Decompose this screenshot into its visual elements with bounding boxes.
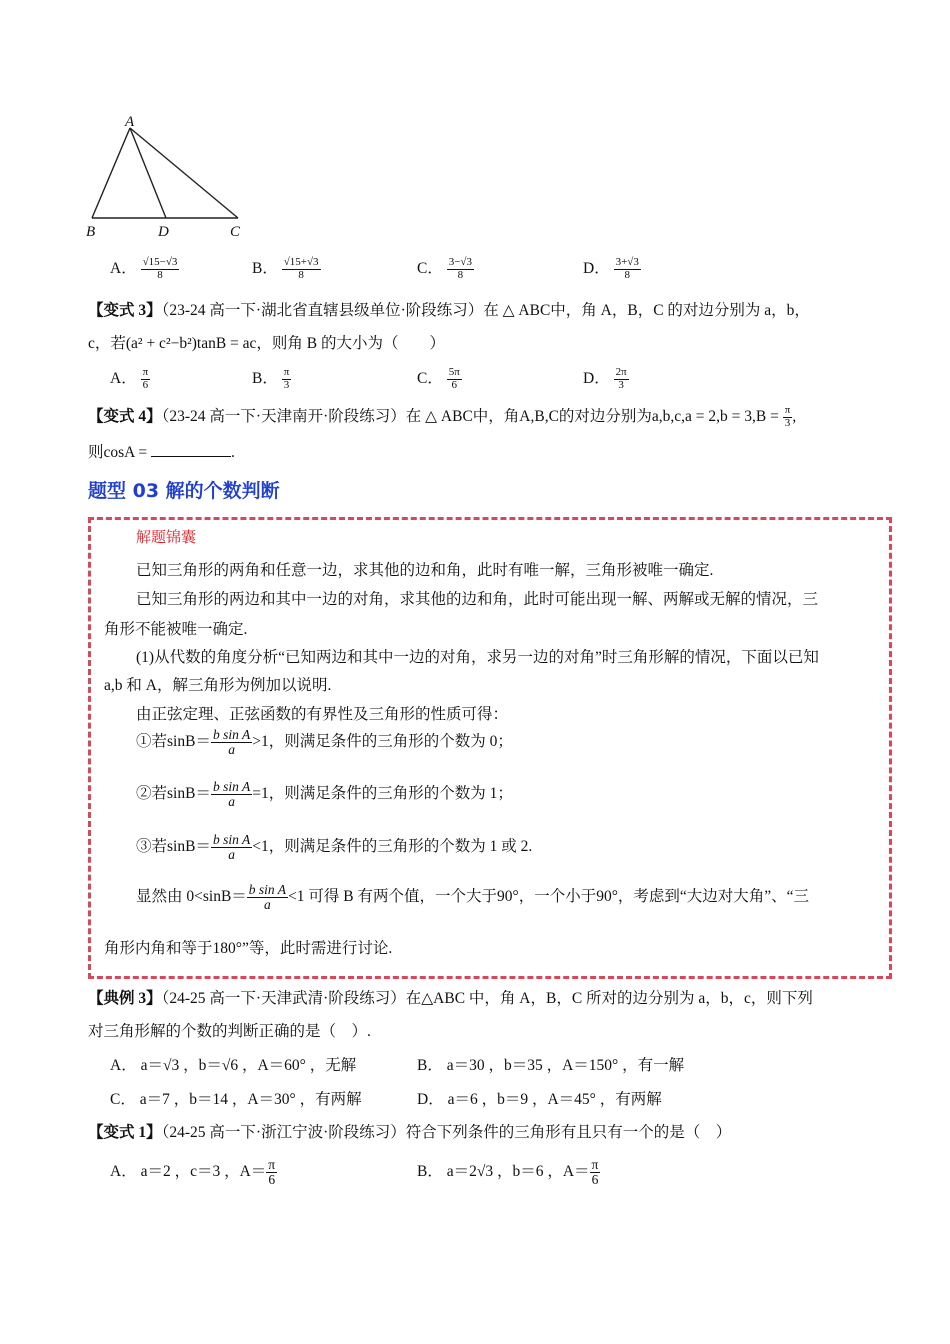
tips-p2b: 角形不能被唯一确定. bbox=[104, 621, 248, 638]
vertex-b-label: B bbox=[86, 224, 96, 240]
example3-option-d[interactable]: D． a＝6 ，b＝9 ，A＝45° ，有两解 bbox=[417, 1091, 662, 1108]
variant1-label: 【变式 1】 bbox=[88, 1124, 162, 1141]
example3-option-b[interactable]: B． a＝30 ，b＝35 ，A＝150° ，有一解 bbox=[417, 1057, 685, 1074]
tips-p3a: (1)从代数的角度分析“已知两边和其中一边的对角，求另一边的对角”时三角形解的情况，下面以已知 bbox=[136, 649, 819, 666]
tips-case2: ②若sinB＝ $\frac{\text{b sin A}}{a}$ =1，则满足条件的三角形的个数为 1； bbox=[136, 779, 513, 810]
tips-case3: ③若sinB＝ $\frac{\text{b sin A}}{a}$ <1，则满足条件的三角形的个数为 1 或 2. bbox=[136, 832, 533, 863]
prev-option-d[interactable]: D． $\frac{3+√3}{8}$ bbox=[583, 256, 639, 281]
variant3-option-c[interactable]: C． $\frac{5\pi}{6}$ bbox=[417, 366, 460, 391]
variant4-line2: 则cosA = . bbox=[88, 444, 235, 461]
tips-p2a: 已知三角形的两边和其中一边的对角，求其他的边和角，此时可能出现一解、两解或无解的情况，三 bbox=[136, 591, 819, 608]
variant1-option-b[interactable]: B． a＝2√3 ，b＝6 ，A＝ $\frac{\pi}{6}$ bbox=[417, 1157, 599, 1188]
example3-label: 【典例 3】 bbox=[88, 990, 162, 1007]
variant3-line2: c，若(a² + c²−b²)tanB = ac，则角 B 的大小为（ ） bbox=[88, 335, 446, 352]
variant1-option-a[interactable]: A． a＝2 ，c＝3 ，A＝ $\frac{\pi}{6}$ bbox=[110, 1157, 276, 1188]
variant3-source: （23-24 高一下·湖北省直辖县级单位·阶段练习）在 △ ABC中，角 A，B，C 的对边分别为 a，b， bbox=[161, 302, 810, 319]
vertex-a-label: A bbox=[125, 114, 135, 130]
tips-title: 解题锦囊 bbox=[136, 530, 197, 546]
variant3-label: 【变式 3】 bbox=[88, 302, 162, 319]
vertex-c-label: C bbox=[230, 224, 241, 240]
tips-p3b: a,b 和 A，解三角形为例加以说明. bbox=[104, 677, 332, 694]
tips-case1: ①若sinB＝ $\frac{\text{b sin A}}{a}$ >1，则满足条件的三角形的个数为 0； bbox=[136, 727, 513, 758]
prev-option-c[interactable]: C． $\frac{3-√3}{8}$ bbox=[417, 256, 472, 281]
example3-line2: 对三角形解的个数的判断正确的是（ ）. bbox=[88, 1023, 371, 1040]
prev-option-a[interactable]: A． $\frac{√15-√3}{8}$ bbox=[110, 256, 178, 281]
tips-p5b: 角形内角和等于180°”等，此时需进行讨论. bbox=[104, 940, 393, 957]
variant3-option-b[interactable]: B． $\frac{\pi}{3}$ bbox=[252, 366, 290, 391]
variant4-line1: 【变式 4】（23-24 高一下·天津南开·阶段练习）在 △ ABC中，角A,B,C的对边分别为a,b,c,a = 2,b = 3,B = $\frac{\pi}{3}$ , bbox=[88, 404, 797, 429]
section-title: 题型 03 解的个数判断 bbox=[88, 480, 280, 502]
triangle-figure bbox=[80, 108, 260, 243]
tips-p1: 已知三角形的两角和任意一边，求其他的边和角，此时有唯一解，三角形被唯一确定. bbox=[136, 562, 714, 579]
variant3-line1 bbox=[88, 298, 810, 320]
example3-option-a[interactable]: A． a＝√3 ，b＝√6 ，A＝60° ，无解 bbox=[110, 1057, 357, 1074]
example3-option-c[interactable]: C． a＝7 ，b＝14 ，A＝30° ，有两解 bbox=[110, 1091, 362, 1108]
tips-p4: 由正弦定理、正弦函数的有界性及三角形的性质可得： bbox=[136, 706, 509, 723]
variant3-option-d[interactable]: D． $\frac{2\pi}{3}$ bbox=[583, 366, 627, 391]
variant3-option-a[interactable]: A． $\frac{\pi}{6}$ bbox=[110, 366, 149, 391]
prev-option-b[interactable]: B． $\frac{√15+√3}{8}$ bbox=[252, 256, 319, 281]
variant4-label: 【变式 4】 bbox=[88, 408, 162, 425]
vertex-d-label: D bbox=[158, 224, 169, 240]
example3-line1: 【典例 3】（24-25 高一下·天津武清·阶段练习）在△ABC 中，角 A，B，C 所对的边分别为 a，b，c，则下列 bbox=[88, 990, 813, 1007]
answer-blank[interactable] bbox=[151, 444, 231, 457]
tips-p5: 显然由 0<sinB＝ $\frac{\text{b sin A}}{a}$ <1 可得 B 有两个值，一个大于90°，一个小于90°，考虑到“大边对大角”、“三 bbox=[136, 882, 810, 913]
variant1-line1: 【变式 1】（24-25 高一下·浙江宁波·阶段练习）符合下列条件的三角形有且只有一个的是（ ） bbox=[88, 1124, 732, 1141]
